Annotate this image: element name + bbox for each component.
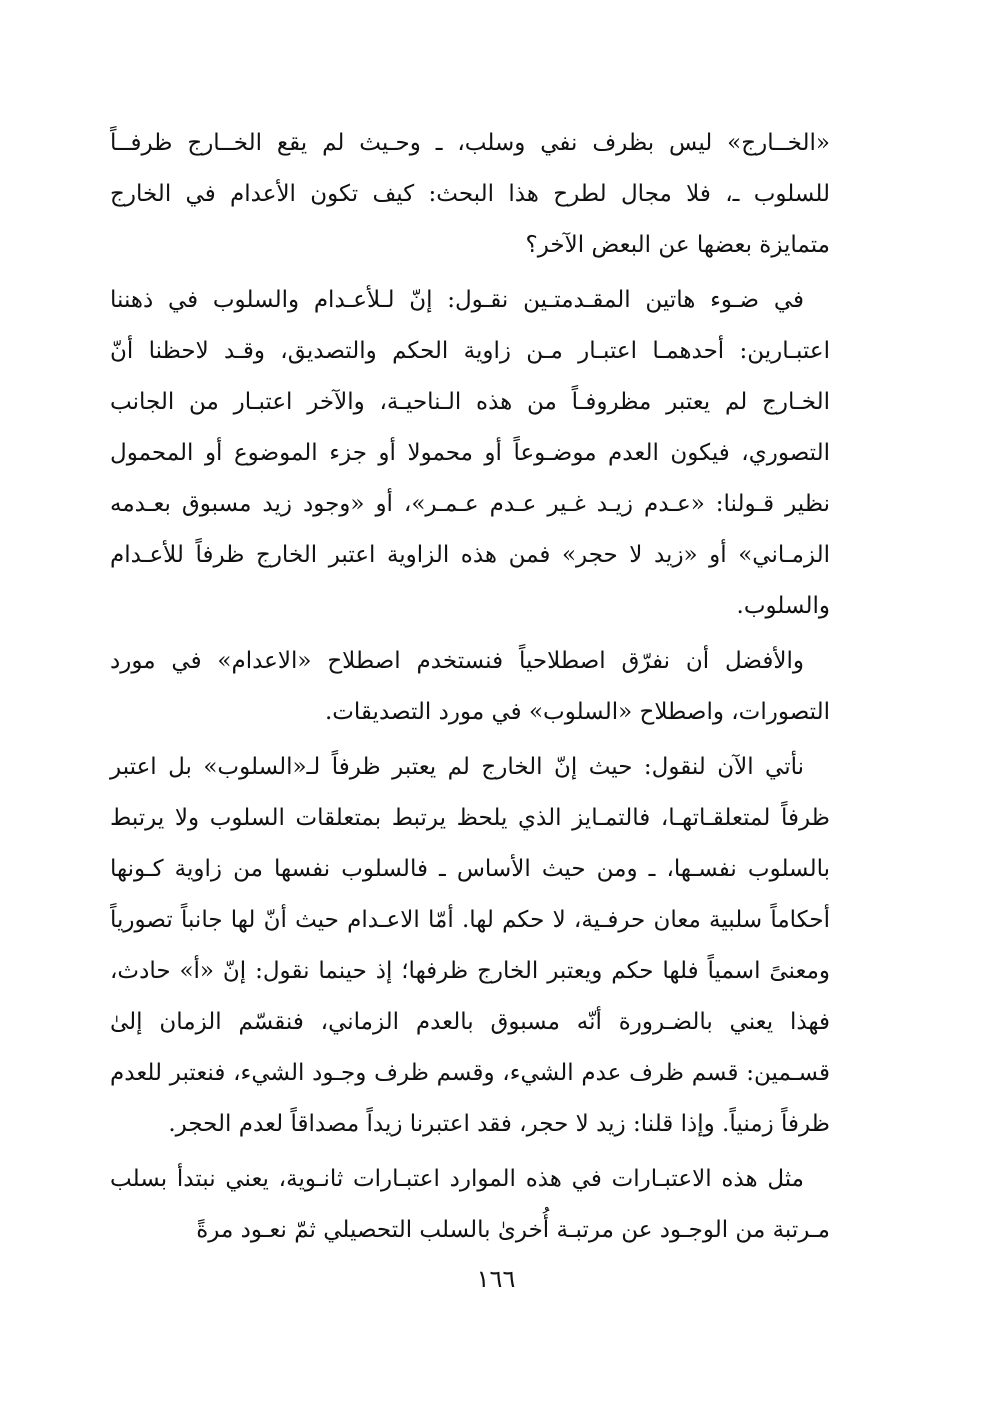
body-text [110,118,830,1260]
paragraph-4: نأتي الآن لنقول: حيث إنّ الخارج لم يعتبر ظرفاً لـ«السلوب» بل اعتبر ظرفاً لمتعلقـاتهـا، فالتمـايز الذي يلحظ يرتبط بمتعلقات السلوب ولا يرتبط بالسلوب نفسـها، ـ ومن حيث الأساس ـ فالسلوب نفسها من زاوية كـونها أحكاماً سلبية معان حرفـية، لا حكم لها. أمّا الاعـدام حيث أنّ لها جانباً تصورياً ومعنىً اسمياً فلها حكم ويعتبر الخارج ظرفها؛ إذ حينما نقول: إنّ «أ» حادث، فهذا يعني بالضـرورة أنّه مسبوق بالعدم الزماني، فنقسّم الزمان إلىٰ قسـمين: قسم ظرف عدم الشيء، وقسم ظرف وجـود الشيء، فنعتبر للعدم ظرفاً زمنياً. وإذا قلنا: زيد لا حجر، فقد اعتبرنا زيداً مصداقاً لعدم الحجر. [110,754,830,1137]
paragraph-5: مثل هذه الاعتبـارات في هذه الموارد اعتبـارات ثانـوية، يعني نبتدأ بسلب مـرتبة من الوجـود عن مرتبـة أُخرىٰ بالسلب التحصيلي ثمّ نعـود مرةً [110,1166,830,1243]
paragraph-3: والأفضل أن نفرّق اصطلاحياً فنستخدم اصطلاح «الاعدام» في مورد التصورات، واصطلاح «السلوب» في مورد التصديقات. [110,648,830,725]
page-number: ١٦٦ [476,1265,516,1293]
paragraph-1: «الخــارج» ليس بظرف نفي وسلب، ـ وحـيث لم يقع الخــارج ظرفــاً للسلوب ـ، فلا مجال لطرح هذا البحث: كيف تكون الأعدام في الخارج متمايزة بعضها عن البعض الآخر؟ [110,130,830,258]
paragraph-2: في ضـوء هاتين المقـدمتـين نقـول: إنّ لـلأعـدام والسلوب في ذهننا اعتبـارين: أحدهمـا اعتبـار مـن زاوية الحكم والتصديق، وقـد لاحظنا أنّ الخـارج لم يعتبر مظروفـاً من هذه الـناحيـة، والآخر اعتبـار من الجانب التصوري، فيكون العدم موضـوعاً أو محمولا أو جزء الموضوع أو المحمول نظير قـولنا: «عـدم زيـد غـير عـدم عـمـر»، أو «وجود زيد مسبوق بعـدمه الزمـاني» أو «زيد لا حجر» فمن هذه الزاوية اعتبر الخارج ظرفاً للأعـدام والسلوب. [110,287,830,619]
